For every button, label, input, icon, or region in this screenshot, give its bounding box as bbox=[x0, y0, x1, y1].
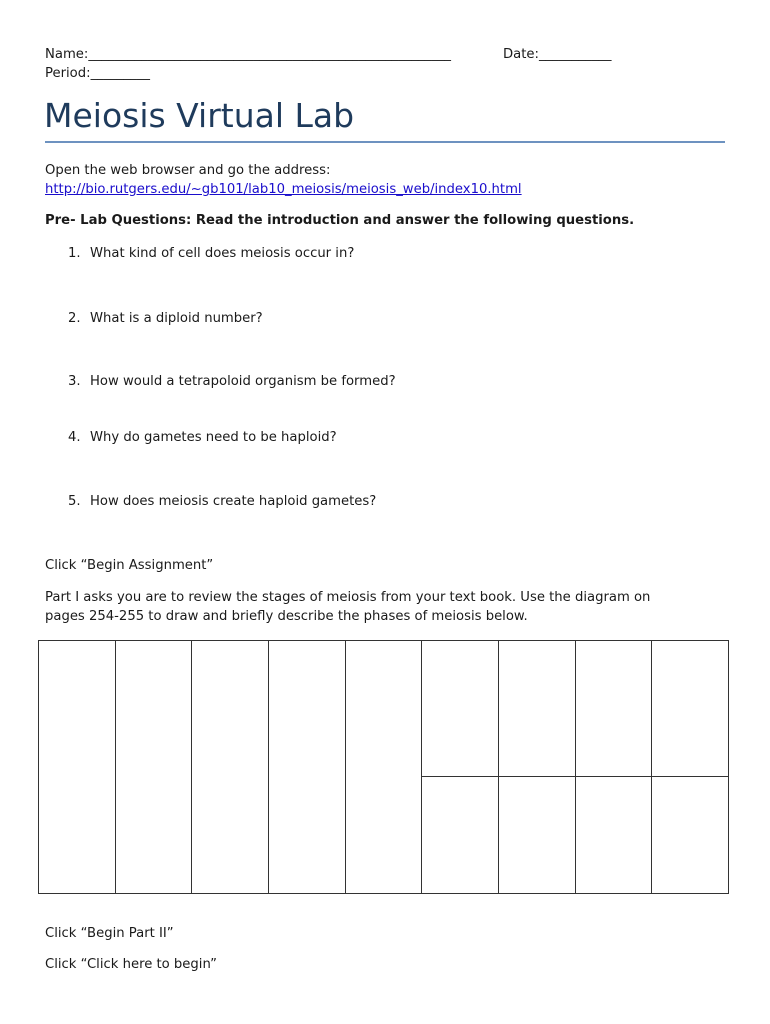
drawing-cell[interactable] bbox=[575, 777, 652, 894]
question-1 bbox=[68, 246, 354, 261]
question-number: 3. bbox=[68, 374, 81, 389]
meiosis-phases-drawing-grid bbox=[38, 640, 729, 894]
intro-instruction: Open the web browser and go the address: bbox=[45, 163, 331, 178]
drawing-cell[interactable] bbox=[422, 777, 499, 894]
question-number: 2. bbox=[68, 311, 81, 326]
prelab-heading: Pre- Lab Questions: Read the introduction and answer the following questions. bbox=[45, 213, 635, 228]
question-text: What kind of cell does meiosis occur in? bbox=[90, 246, 355, 261]
drawing-cell[interactable] bbox=[652, 777, 729, 894]
question-number: 5. bbox=[68, 494, 81, 509]
drawing-cell[interactable] bbox=[575, 641, 652, 777]
name-field-line: Name:_______________________________________________________ bbox=[45, 47, 452, 62]
drawing-cell[interactable] bbox=[345, 641, 422, 894]
question-4 bbox=[68, 430, 337, 445]
click-here-to-begin: Click “Click here to begin” bbox=[45, 957, 217, 972]
drawing-cell[interactable] bbox=[192, 641, 269, 894]
question-text: What is a diploid number? bbox=[90, 311, 263, 326]
drawing-cell[interactable] bbox=[498, 641, 575, 777]
question-5 bbox=[68, 494, 376, 509]
drawing-cell[interactable] bbox=[652, 641, 729, 777]
drawing-cell[interactable] bbox=[498, 777, 575, 894]
question-text: How does meiosis create haploid gametes? bbox=[90, 494, 377, 509]
part1-instruction-line1: Part I asks you are to review the stages of meiosis from your text book. Use the diagram on bbox=[45, 590, 651, 605]
title-divider bbox=[45, 141, 725, 143]
date-field-line: Date:___________ bbox=[503, 47, 612, 62]
question-3 bbox=[68, 374, 396, 389]
page-title: Meiosis Virtual Lab bbox=[44, 96, 355, 135]
drawing-cell[interactable] bbox=[268, 641, 345, 894]
period-field-line: Period:_________ bbox=[45, 66, 150, 81]
question-text: How would a tetrapoloid organism be formed? bbox=[90, 374, 396, 389]
drawing-cell[interactable] bbox=[39, 641, 116, 894]
part1-instruction-line2: pages 254-255 to draw and briefly describe the phases of meiosis below. bbox=[45, 609, 528, 624]
question-number: 4. bbox=[68, 430, 81, 445]
click-begin-assignment: Click “Begin Assignment” bbox=[45, 558, 214, 573]
click-begin-part2: Click “Begin Part II” bbox=[45, 926, 174, 941]
lab-url-link[interactable]: http://bio.rutgers.edu/~gb101/lab10_meiosis/meiosis_web/index10.html bbox=[45, 182, 522, 197]
question-number: 1. bbox=[68, 246, 81, 261]
question-2 bbox=[68, 311, 263, 326]
drawing-cell[interactable] bbox=[115, 641, 192, 894]
question-text: Why do gametes need to be haploid? bbox=[90, 430, 337, 445]
drawing-cell[interactable] bbox=[422, 641, 499, 777]
